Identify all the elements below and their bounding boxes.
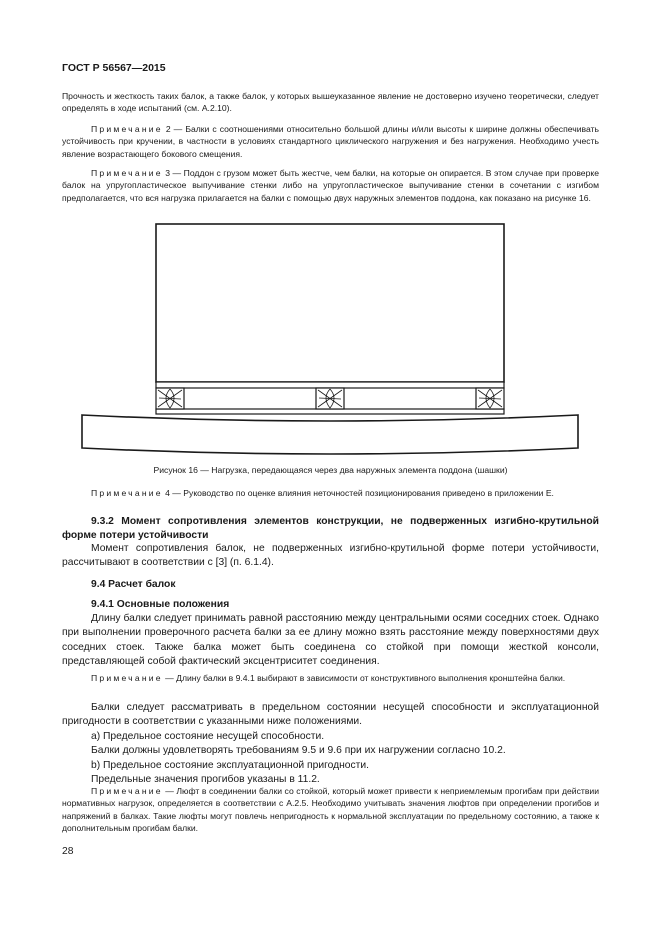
pallet-block-left [156, 388, 184, 409]
pallet-block-middle [316, 388, 344, 409]
deflected-beam [82, 415, 578, 454]
note-text: 2 — Балки с соотношениями относительно большой длины и/или высоты к ширине должны обеспечивать устойчивость при кручении, в частности в условиях стандартного циклического нагружения и без нагружения. Необходимо учесть явление возрастающего бокового смещения. [62, 124, 599, 159]
note-beam-length [62, 672, 599, 684]
pallet-load-block [156, 224, 504, 382]
note-label: Примечание [91, 124, 163, 134]
note-text: — Люфт в соединении балки со стойкой, который может привести к неприемлемым прогибам при действии нормативных нагрузок, определяется в соответствии с А.2.5. Необходимо учитывать значения люфтов при определении прогибов и напряжений в балках. Такие люфты могут повлечь непригодность к нормальной эксплуатации по предельному состоянию, а также к дополнительным прогибам балки. [62, 786, 599, 834]
page-number: 28 [62, 846, 74, 857]
intro-paragraph [62, 90, 599, 115]
section-9-4-1-body2: Балки следует рассматривать в предельном состоянии несущей способности и эксплуатационной пригодности в соответствии с указанными ниже положениями. [62, 702, 599, 728]
pallet-block-right [476, 388, 504, 409]
figure-caption: Рисунок 16 — Нагрузка, передающаяся через два наружных элемента поддона (шашки) [153, 465, 508, 475]
list-item-b: b) Предельное состояние эксплуатационной пригодности. [91, 759, 370, 771]
note-3 [62, 167, 599, 204]
pallet-bottom-deck [156, 409, 504, 414]
note-play [62, 785, 599, 835]
standard-header: ГОСТ Р 56567—2015 [62, 62, 166, 74]
note-label: Примечание [91, 786, 163, 796]
section-9-4-1-body1: Длину балки следует принимать равной расстоянию между центральными осями соседних стоек. Однако при выполнении проверочного расчета балки за ее длину можно взять расстояние между поверхностями двух соседних стоек. Также балка может быть соединена со стойкой при помощи жесткой консоли, представляющей собой фактический эксцентриситет соединения. [62, 613, 599, 668]
limit-state-list [62, 730, 599, 788]
note-text: 3 — Поддон с грузом может быть жестче, чем балки, на которые он опирается. В этом случае при проверке балок на упругопластическое выпучивание стенки либо на упругопластическое выпучивание стенки в сочетании с изгибом предполагается, что вся нагрузка прилагается на балки с помощью двух наружных элементов поддона, как показано на рисунке 16. [62, 168, 599, 203]
section-9-4-heading: 9.4 Расчет балок [91, 579, 176, 590]
list-item-b-text: Предельные значения прогибов указаны в 11.2. [91, 774, 320, 786]
note-text: 4 — Руководство по оценке влияния неточностей позиционирования приведено в приложении Е. [162, 488, 554, 498]
note-2 [62, 123, 599, 160]
list-item-a-text: Балки должны удовлетворять требованиям 9.5 и 9.6 при их нагружении согласно 10.2. [91, 745, 506, 757]
list-item-a: a) Предельное состояние несущей способности. [91, 731, 325, 742]
section-9-3-2-heading: 9.3.2 Момент сопротивления элементов конструкции, не подверженных изгибно-крутильной форме потери устойчивости [62, 516, 599, 542]
figure-16-pallet-load [70, 218, 590, 463]
note-4 [62, 487, 599, 499]
note-label: Примечание [91, 168, 163, 178]
note-text: — Длину балки в 9.4.1 выбирают в зависимости от конструктивного выполнения кронштейна балки. [162, 673, 566, 683]
paragraph-p1: Прочность и жесткость таких балок, а также балок, у которых вышеуказанное явление не достоверно изучено теоретически, следует определять в ходе испытаний (см. А.2.10). [62, 91, 599, 114]
note-label: Примечание [91, 488, 163, 498]
section-9-3-2-body: Момент сопротивления балок, не подверженных изгибно-крутильной форме потери устойчивости, рассчитывают в соответствии с [3] (п. 6.1.4). [62, 543, 599, 569]
note-label: Примечание [91, 673, 163, 683]
pallet-top-deck [156, 382, 504, 388]
section-9-4-1-heading: 9.4.1 Основные положения [91, 599, 230, 610]
